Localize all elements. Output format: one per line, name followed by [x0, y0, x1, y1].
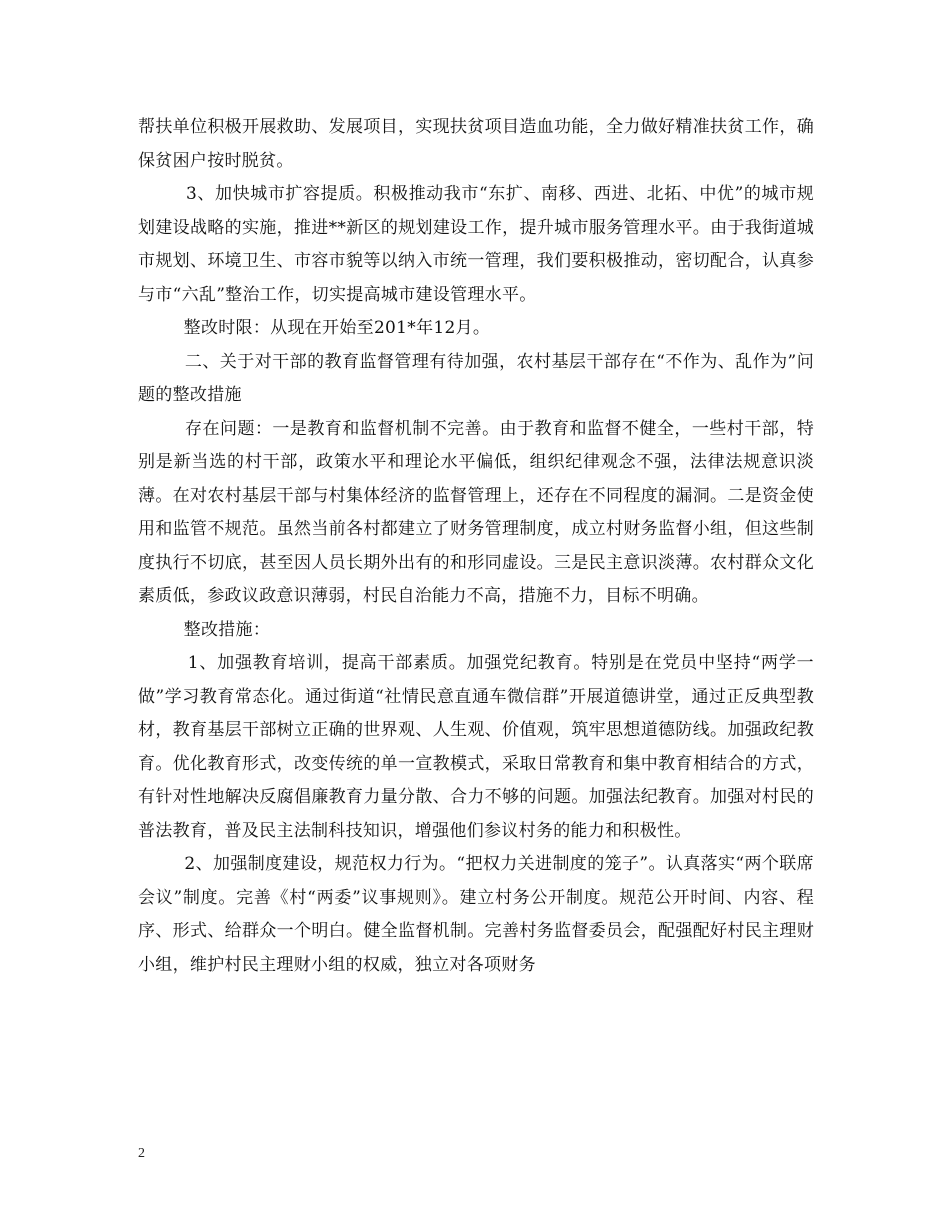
paragraph-poverty-alleviation-continued: 帮扶单位积极开展救助、发展项目，实现扶贫项目造血功能，全力做好精准扶贫工作，确保贫困户按时脱贫。	[138, 117, 814, 171]
paragraph-existing-problems: 存在问题：一是教育和监督机制不完善。由于教育和监督不健全，一些村干部，特别是新当选的村干部，政策水平和理论水平偏低，组织纪律观念不强，法律法规意识淡薄。在对农村基层干部与村集体经济的监督管理上，还存在不同程度的漏洞。二是资金使用和监管不规范。虽然当前各村都建立了财务管理制度，成立村财务监督小组，但这些制度执行不切底，甚至因人员长期外出有的和形同虚设。三是民主意识淡薄。农村群众文化素质低，参政议政意识薄弱，村民自治能力不高，措施不力，目标不明确。	[138, 418, 814, 606]
paragraph-education-training: 1、加强教育培训，提高干部素质。加强党纪教育。特别是在党员中坚持“两学一做”学习教育常态化。通过街道“社情民意直通车微信群”开展道德讲堂，通过正反典型教材，教育基层干部树立正确的世界观、人生观、价值观，筑牢思想道德防线。加强政纪教育。优化教育形式，改变传统的单一宣教模式，采取日常教育和集中教育相结合的方式，有针对性地解决反腐倡廉教育力量分散、合力不够的问题。加强法纪教育。加强对村民的普法教育，普及民主法制科技知识，增强他们参议村务的能力和积极性。	[138, 653, 814, 841]
paragraph-deadline: 整改时限：从现在开始至201*年12月。	[138, 318, 491, 338]
section-heading-cadre-supervision: 二、关于对干部的教育监督管理有待加强，农村基层干部存在“不作为、乱作为”问题的整改措施	[138, 351, 814, 405]
document-body	[138, 111, 814, 982]
page-number: 2	[138, 1146, 145, 1161]
paragraph-system-building: 2、加强制度建设，规范权力行为。“把权力关进制度的笼子”。认真落实“两个联席会议”制度。完善《村“两委”议事规则》。建立村务公开制度。规范公开时间、内容、程序、形式、给群众一个明白。健全监督机制。完善村务监督委员会，配强配好村民主理财小组，维护村民主理财小组的权威，独立对各项财务	[138, 854, 814, 975]
paragraph-city-expansion: 3、加快城市扩容提质。积极推动我市“东扩、南移、西进、北拓、中优”的城市规划建设战略的实施，推进**新区的规划建设工作，提升城市服务管理水平。由于我街道城市规划、环境卫生、市容市貌等以纳入市统一管理，我们要积极推动，密切配合，认真参与市“六乱”整治工作，切实提高城市建设管理水平。	[138, 184, 814, 305]
paragraph-measures-label: 整改措施：	[138, 619, 271, 640]
